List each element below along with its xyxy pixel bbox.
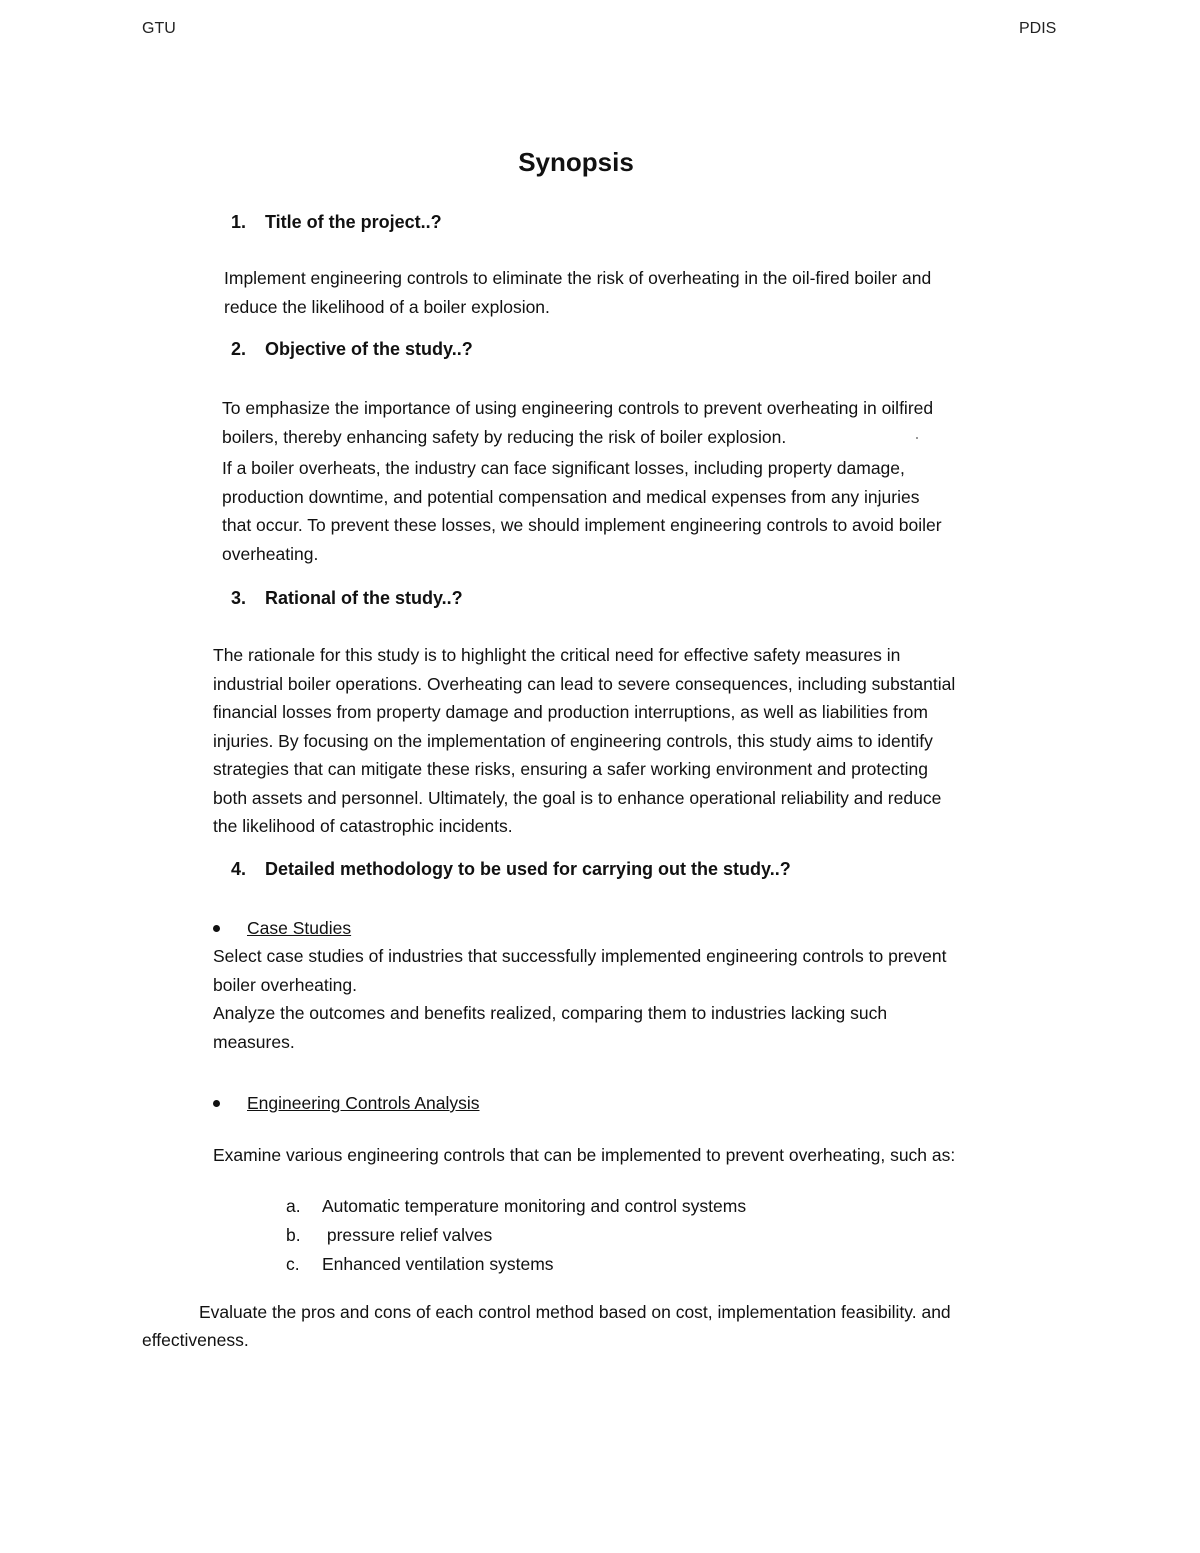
case-studies-body — [213, 942, 946, 1056]
section-3-body — [213, 641, 955, 841]
bullet-label: Engineering Controls Analysis — [247, 1093, 480, 1113]
section-heading-text: Rational of the study..? — [265, 588, 463, 608]
paragraph-line: Select case studies of industries that successfully implemented engineering controls to prevent — [213, 946, 947, 966]
list-item-text: pressure relief valves — [322, 1225, 493, 1245]
header-right: PDIS — [1019, 20, 1057, 37]
controls-intro: Examine various engineering controls that can be implemented to prevent overheating, such as: — [213, 1145, 956, 1165]
list-item-text: Enhanced ventilation systems — [322, 1254, 554, 1274]
paragraph-line: financial losses from property damage and production interruptions, as well as liabilities from — [213, 702, 928, 722]
paragraph-line: If a boiler overheats, the industry can face significant losses, including property damage, — [222, 458, 905, 478]
section-heading-2 — [231, 339, 473, 360]
list-item — [286, 1192, 746, 1221]
section-2-consequences — [222, 454, 942, 568]
section-number: 3. — [231, 588, 247, 608]
list-marker: b. — [286, 1225, 301, 1245]
paragraph-line: injuries. By focusing on the implementation of engineering controls, this study aims to identify — [213, 730, 933, 751]
list-item — [286, 1250, 554, 1279]
paragraph-line: Implement engineering controls to eliminate the risk of overheating in the oil-fired boiler and — [224, 268, 932, 288]
paragraph-line: that occur. To prevent these losses, we should implement engineering controls to avoid boiler — [222, 515, 942, 535]
paragraph-line: Analyze the outcomes and benefits realized, comparing them to industries lacking such — [213, 1003, 888, 1023]
paragraph-line: strategies that can mitigate these risks, ensuring a safer working environment and protecting — [213, 759, 928, 779]
paragraph-line: industrial boiler operations. Overheating can lead to severe consequences, including substantial — [213, 673, 956, 694]
section-heading-1 — [231, 212, 442, 233]
bullet-label: Case Studies — [247, 918, 352, 938]
paragraph-line: both assets and personnel. Ultimately, the goal is to enhance operational reliability and reduce — [213, 787, 942, 808]
bullet-dot-icon — [213, 1100, 220, 1107]
section-heading-3 — [231, 588, 463, 609]
paragraph-line: The rationale for this study is to highlight the critical need for effective safety measures in — [213, 645, 901, 665]
section-1-body — [224, 264, 931, 321]
page-title: Synopsis — [518, 147, 634, 177]
paragraph-line: boilers, thereby enhancing safety by reducing the risk of boiler explosion. — [222, 426, 787, 447]
bullet-dot-icon — [213, 925, 220, 932]
header-left: GTU — [142, 20, 176, 37]
list-marker: c. — [286, 1254, 300, 1274]
bullet-engineering-controls — [213, 1089, 480, 1117]
section-number: 4. — [231, 859, 247, 879]
closing-line-1: Evaluate the pros and cons of each control method based on cost, implementation feasibility. and — [199, 1302, 951, 1322]
list-item — [286, 1221, 492, 1250]
section-heading-text: Objective of the study..? — [265, 339, 473, 359]
section-2-objective — [222, 394, 933, 451]
section-number: 2. — [231, 339, 247, 359]
section-number: 1. — [231, 212, 247, 232]
paragraph-line: boiler overheating. — [213, 974, 357, 995]
paragraph-line: production downtime, and potential compensation and medical expenses from any injuries — [222, 486, 920, 507]
stray-mark — [916, 437, 918, 439]
section-heading-4 — [231, 859, 791, 880]
list-item-text: Automatic temperature monitoring and control systems — [322, 1196, 747, 1216]
bullet-case-studies — [213, 914, 351, 942]
paragraph-line: To emphasize the importance of using engineering controls to prevent overheating in oilfired — [222, 398, 934, 418]
paragraph-line: overheating. — [222, 543, 319, 564]
paragraph-line: measures. — [213, 1031, 295, 1052]
section-heading-text: Title of the project..? — [265, 212, 442, 232]
paragraph-line: reduce the likelihood of a boiler explosion. — [224, 296, 550, 317]
paragraph-line: the likelihood of catastrophic incidents. — [213, 816, 513, 836]
closing-line-2: effectiveness. — [142, 1330, 249, 1350]
section-heading-text: Detailed methodology to be used for carrying out the study..? — [265, 859, 791, 879]
list-marker: a. — [286, 1196, 301, 1216]
